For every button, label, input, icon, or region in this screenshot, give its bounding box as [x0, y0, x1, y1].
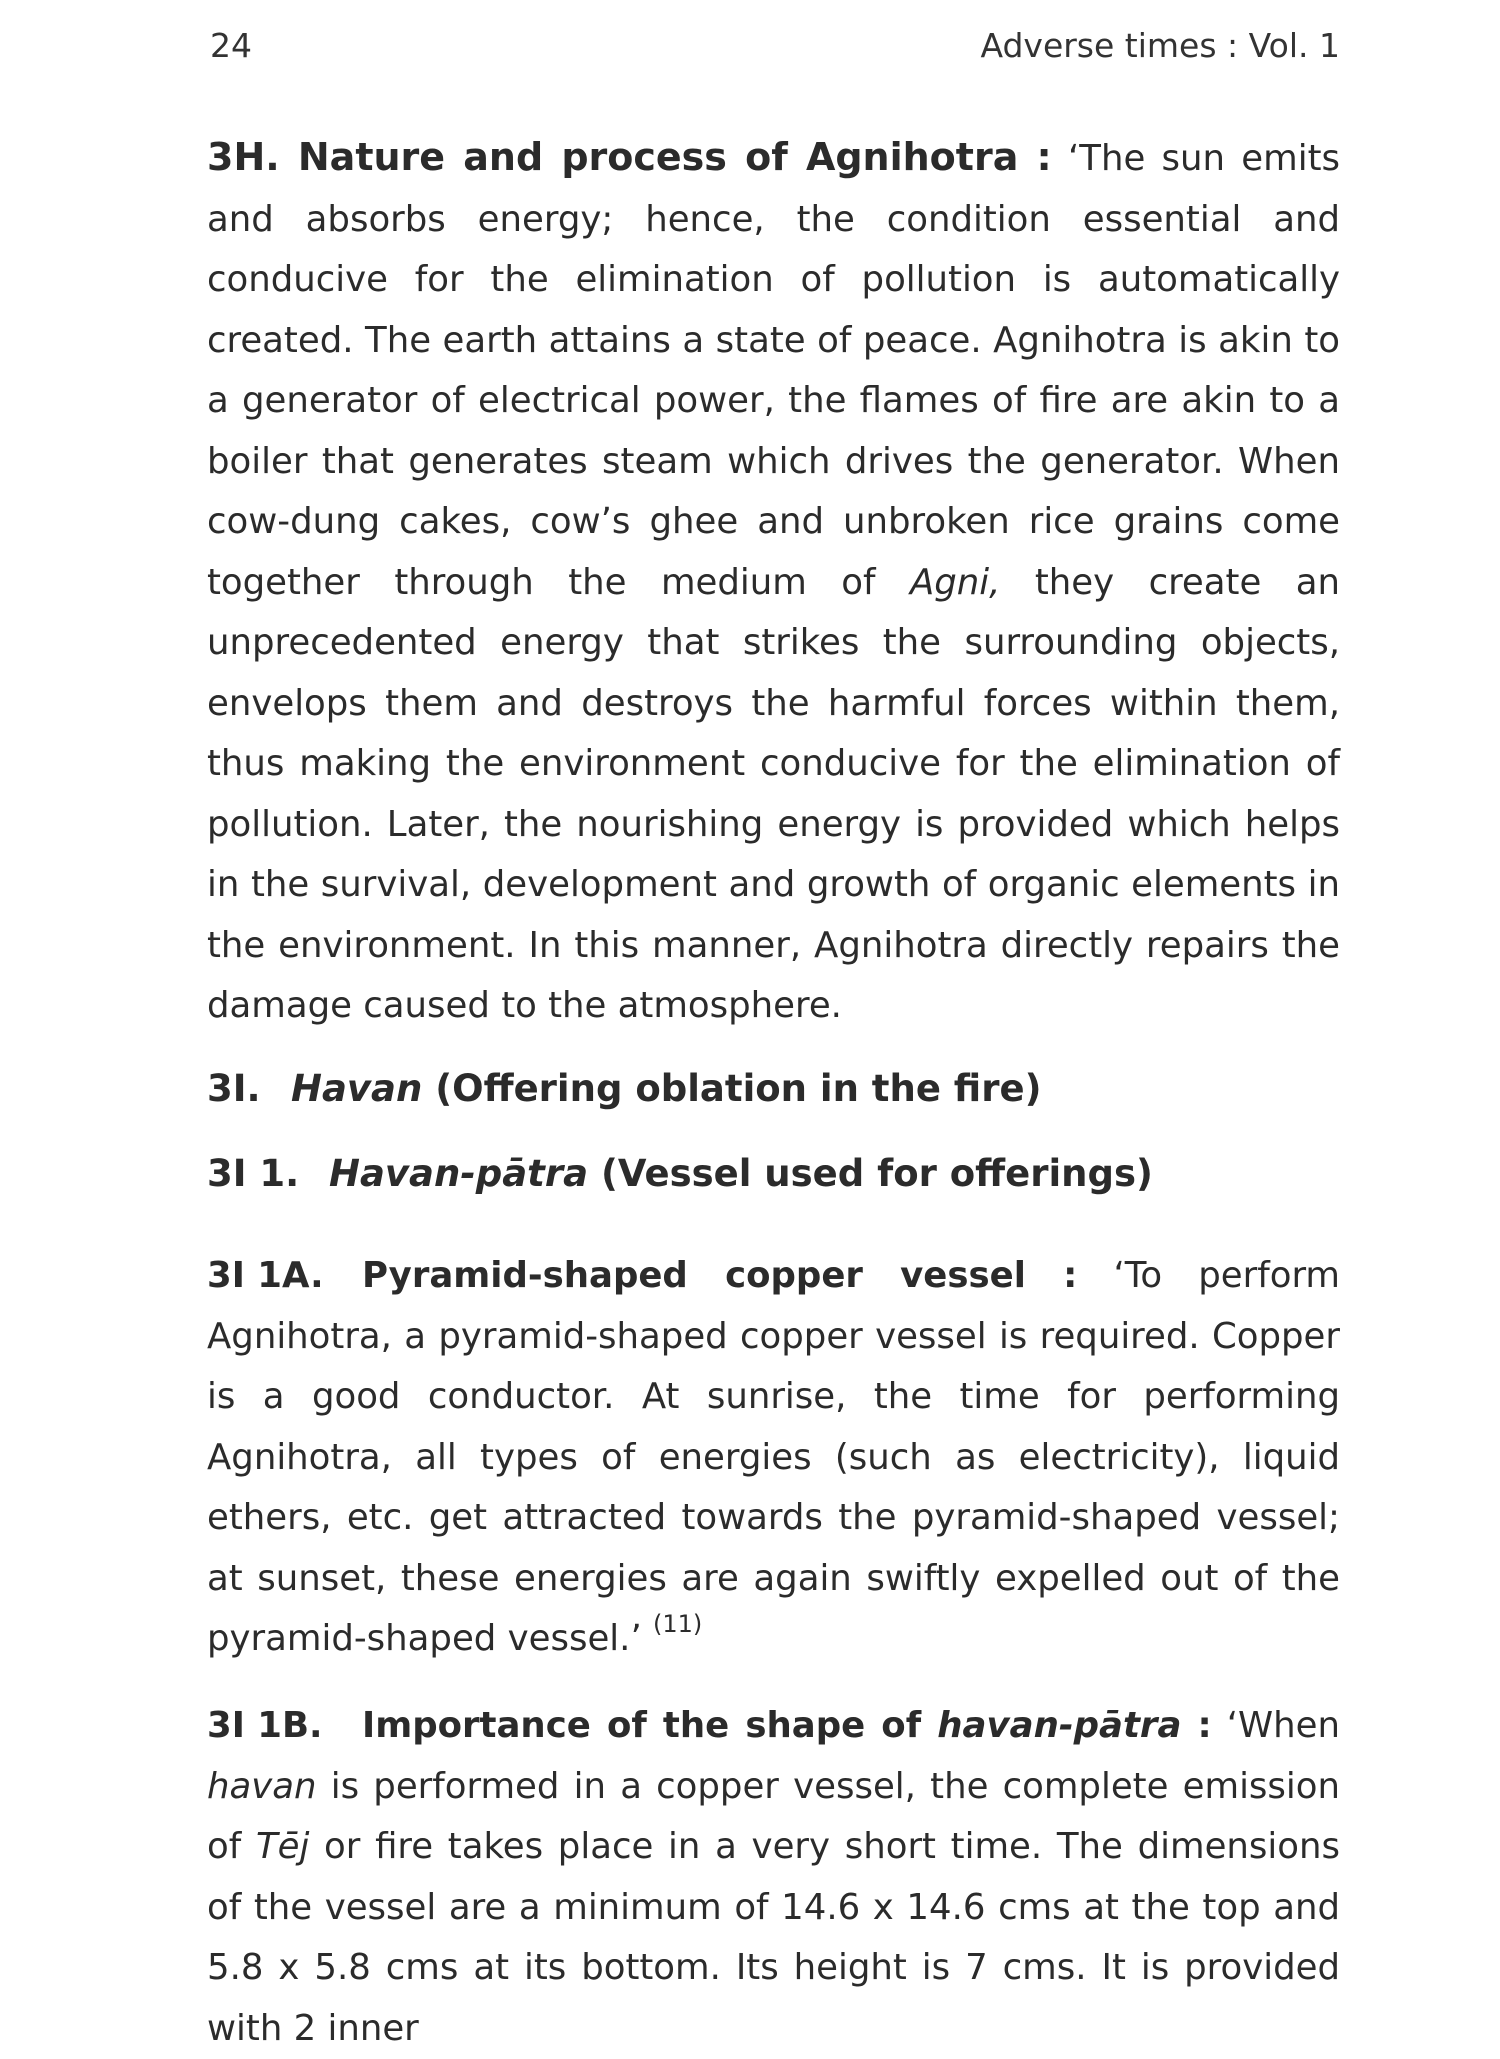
- paragraph-3i1a-text: ‘To perform Agnihotra, a pyramid-shaped copper vessel is required. Copper is a good conductor. At sunrise, the time for performing Agnihotra, all types of energies (such as electricity), liquid ethers, etc. get attracted towards the pyramid-shaped vessel; at sunset, these energies are again swiftly expelled out of the pyramid-shaped vessel.’: [207, 1255, 1340, 1659]
- paragraph-3i1b-heading: Importance of the shape of: [362, 1705, 938, 1746]
- heading-3h: 3H. Nature and process of Agnihotra :: [207, 135, 1052, 179]
- paragraph-3h: [207, 127, 1340, 1037]
- heading-3i1-italic: Havan-pātra: [329, 1152, 589, 1195]
- paragraph-3i1b-heading-italic: havan-pātra: [937, 1705, 1182, 1746]
- heading-3i1: [207, 1152, 1153, 1195]
- tej-term: Tēj: [255, 1826, 310, 1867]
- havan-term: havan: [207, 1765, 317, 1807]
- agni-term: Agni,: [909, 561, 1001, 603]
- paragraph-3i1b-number: 3I 1B.: [207, 1705, 323, 1746]
- page-header: [210, 22, 1340, 72]
- page-number: 24: [210, 26, 252, 65]
- paragraph-3h-text-2: they create an unprecedented energy that strikes the surrounding objects, envelops them and destroys the harmful forces within them, thus making the environment conducive for the elimination of pollution. Later, the nourishing energy is provided which helps in the survival, development and growth of organic elements in the environment. In this manner, Agnihotra directly repairs the damage caused to the atmosphere.: [207, 561, 1340, 1026]
- heading-3i: [207, 1067, 1041, 1110]
- paragraph-3i1a-number: 3I 1A.: [207, 1255, 324, 1296]
- paragraph-3i1b-text-3: or fire takes place in a very short time. The dimensions of the vessel are a minimum of 14.6 x 14.6 cms at the top and 5.8 x 5.8 cms at its bottom. Its height is 7 cms. It is provided with 2 inner: [207, 1826, 1340, 2049]
- heading-3i1-rest: (Vessel used for offerings): [588, 1152, 1153, 1195]
- paragraph-3i1a-heading: Pyramid-shaped copper vessel :: [362, 1255, 1078, 1296]
- citation-mark: (11): [653, 1610, 703, 1638]
- heading-3i-number: 3I.: [207, 1067, 261, 1110]
- paragraph-3i1b-text-1: ‘When: [1211, 1705, 1341, 1746]
- heading-3i-italic: Havan: [291, 1067, 423, 1110]
- paragraph-3h-text-1: ‘The sun emits and absorbs energy; hence, the condition essential and conducive for the elimination of pollution is automatically created. The earth attains a state of peace. Agnihotra is akin to a generator of electrical power, the flames of fire are akin to a boiler that generates steam which drives the generator. When cow-dung cakes, cow’s ghee and unbroken rice grains come together through the medium of: [207, 138, 1340, 603]
- paragraph-3i1b: [207, 1696, 1340, 2059]
- paragraph-3i1b-text-2: is performed in a copper vessel, the complete emission of: [207, 1765, 1340, 1867]
- paragraph-3i1a: [207, 1246, 1340, 1670]
- heading-3i-rest: (Offering oblation in the fire): [422, 1067, 1042, 1110]
- running-title: Adverse times : Vol. 1: [980, 26, 1340, 65]
- paragraph-3i1b-heading-colon: :: [1181, 1705, 1212, 1746]
- heading-3i1-number: 3I 1.: [207, 1152, 300, 1195]
